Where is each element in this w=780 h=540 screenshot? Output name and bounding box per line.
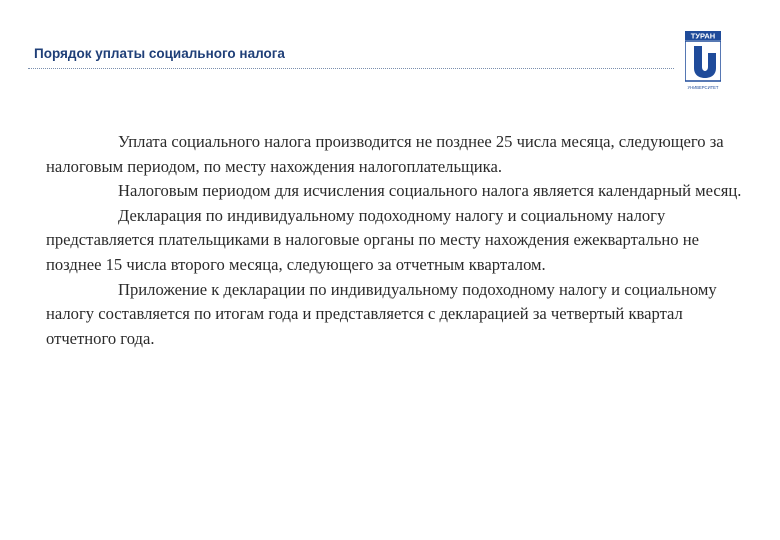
slide-body xyxy=(46,130,742,351)
paragraph-3-text: Декларация по индивидуальному подоходному налогу и социальному налогу представляется плательщиками в налоговые органы по месту нахождения ежеквартально не позднее 15 числа второго месяца, следующего за отчетным кварталом. xyxy=(46,205,699,274)
university-logo xyxy=(685,31,721,91)
paragraph-1 xyxy=(46,130,742,179)
logo-wordmark-top: ТУРАН xyxy=(690,31,716,41)
paragraph-3 xyxy=(46,204,742,278)
slide-title: Порядок уплаты социального налога xyxy=(34,46,285,61)
title-divider xyxy=(28,68,674,69)
paragraph-4-text: Приложение к декларации по индивидуальному подоходному налогу и социальному налогу составляется по итогам года и представляется с декларацией за четвертый квартал отчетного года. xyxy=(46,279,717,348)
paragraph-2 xyxy=(46,179,742,204)
logo-wordmark-bottom: УНИВЕРСИТЕТ xyxy=(687,85,719,90)
paragraph-1-text: Уплата социального налога производится не позднее 25 числа месяца, следующего за налоговым периодом, по месту нахождения налогоплательщика. xyxy=(46,132,724,176)
paragraph-4 xyxy=(46,278,742,352)
paragraph-2-text: Налоговым периодом для исчисления социального налога является календарный месяц. xyxy=(118,181,742,201)
